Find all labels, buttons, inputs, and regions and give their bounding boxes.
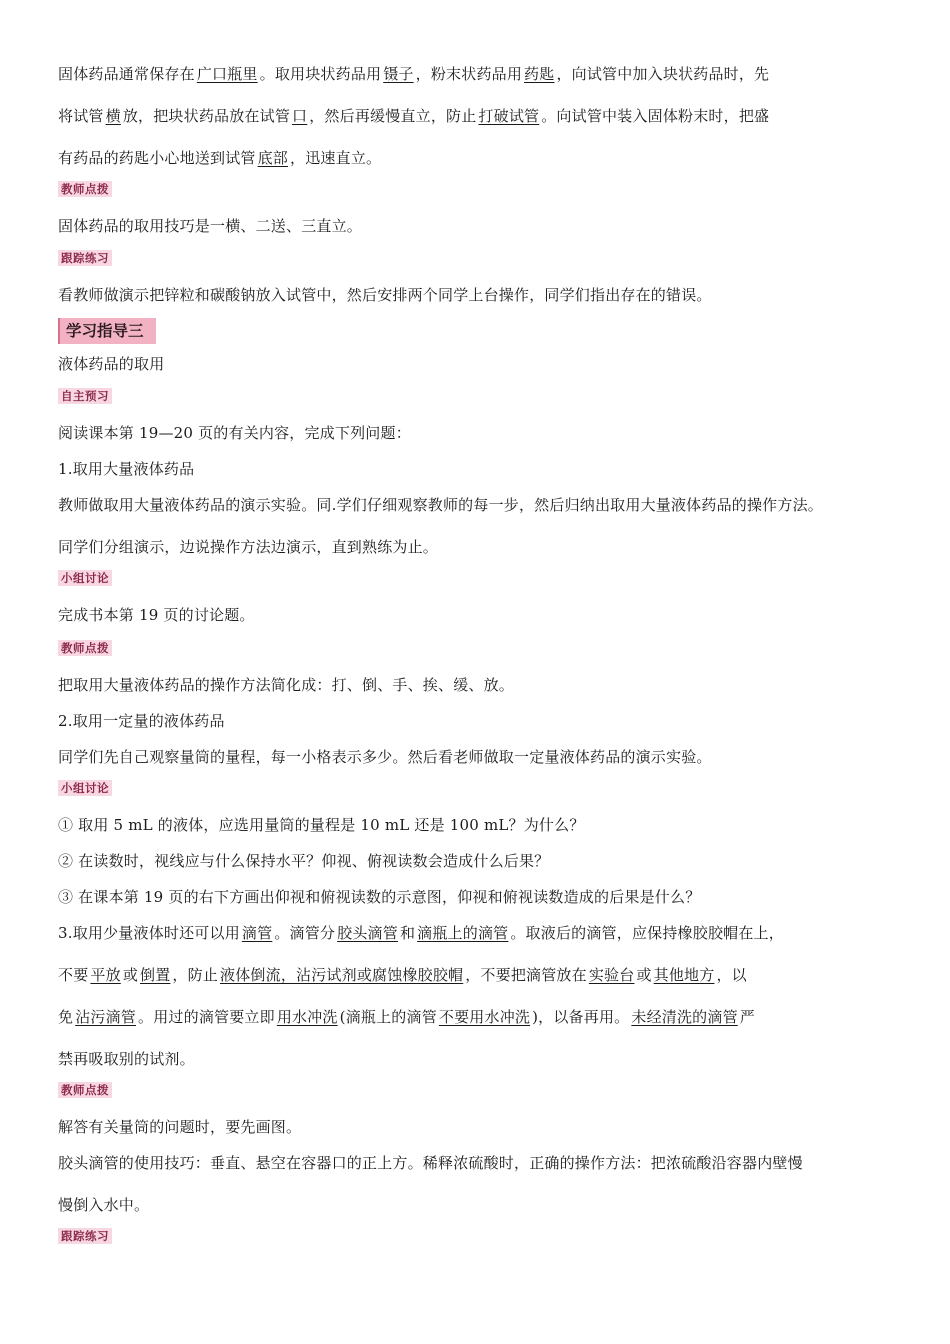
follow-practice-label: 跟踪练习 bbox=[58, 1228, 112, 1244]
text: 将试管 bbox=[58, 107, 104, 125]
answer-blank: 实验台 bbox=[588, 966, 635, 984]
answer-blank: 滴瓶上的滴管 bbox=[417, 924, 509, 942]
text: 。滴管分 bbox=[274, 924, 336, 942]
text: 。取用块状药品用 bbox=[259, 65, 382, 83]
answer-blank: 滴管 bbox=[241, 924, 273, 942]
text: 或 bbox=[636, 966, 652, 984]
text: )，以备再用。 bbox=[532, 1008, 630, 1026]
text-line-21: 禁再吸取别的试剂。 bbox=[58, 1050, 195, 1068]
answer-blank: 镊子 bbox=[383, 65, 414, 83]
text-line-19 bbox=[58, 965, 747, 985]
text: 放，把块状药品放在试管 bbox=[122, 107, 291, 125]
answer-blank: 平放 bbox=[90, 966, 121, 984]
text-line-23: 胶头滴管的使用技巧：垂直、悬空在容器口的正上方。稀释浓硫酸时，正确的操作方法：把浓硫酸沿容器内壁慢 bbox=[58, 1154, 803, 1172]
text: 免 bbox=[58, 1008, 74, 1026]
text-line-1 bbox=[58, 64, 769, 84]
text-line-10: 同学们分组演示，边说操作方法边演示，直到熟练为止。 bbox=[58, 538, 439, 556]
text: ，向试管中加入块状药品时，先 bbox=[556, 65, 770, 83]
text-line-5: 看教师做演示把锌粒和碳酸钠放入试管中，然后安排两个同学上台操作，同学们指出存在的错误。 bbox=[58, 286, 712, 304]
text-line-4: 固体药品的取用技巧是一横、二送、三直立。 bbox=[58, 217, 363, 235]
answer-blank: 广口瓶里 bbox=[196, 65, 258, 83]
answer-blank: 沾污滴管 bbox=[75, 1008, 137, 1026]
question-1: ① 取用 5 mL 的液体，应选用量筒的量程是 10 mL 还是 100 mL？为什么？ bbox=[58, 816, 585, 834]
answer-blank: 用水冲洗 bbox=[276, 1008, 338, 1026]
text-line-14: 同学们先自己观察量筒的量程，每一小格表示多少。然后看老师做取一定量液体药品的演示实验。 bbox=[58, 748, 712, 766]
text: 不要 bbox=[58, 966, 89, 984]
answer-blank: 打破试管 bbox=[478, 107, 540, 125]
section-subtitle: 液体药品的取用 bbox=[58, 355, 165, 373]
answer-blank: 倒置 bbox=[140, 966, 171, 984]
self-preview-label: 自主预习 bbox=[58, 388, 112, 404]
text: ，以 bbox=[716, 966, 747, 984]
text: ，不要把滴管放在 bbox=[465, 966, 587, 984]
answer-blank: 胶头滴管 bbox=[337, 924, 398, 942]
text: 3.取用少量液体时还可以用 bbox=[58, 924, 240, 942]
answer-blank: 不要用水冲洗 bbox=[438, 1008, 531, 1026]
text-line-2 bbox=[58, 106, 769, 126]
text-line-18 bbox=[58, 923, 784, 943]
answer-blank: 药匙 bbox=[524, 65, 555, 83]
answer-blank: 横 bbox=[105, 107, 121, 125]
answer-blank: 口 bbox=[292, 107, 308, 125]
follow-practice-label: 跟踪练习 bbox=[58, 250, 112, 266]
teacher-tip-label: 教师点拨 bbox=[58, 640, 112, 656]
text-line-22: 解答有关量筒的问题时，要先画图。 bbox=[58, 1118, 302, 1136]
text: ，防止 bbox=[172, 966, 219, 984]
group-discussion-label: 小组讨论 bbox=[58, 570, 112, 586]
text-line-8: 1.取用大量液体药品 bbox=[58, 460, 195, 478]
answer-blank: 其他地方 bbox=[653, 966, 715, 984]
text-line-11: 完成书本第 19 页的讨论题。 bbox=[58, 606, 255, 624]
answer-blank: 底部 bbox=[257, 149, 289, 167]
text: 严 bbox=[739, 1008, 755, 1026]
text-line-12: 把取用大量液体药品的操作方法简化成：打、倒、手、挨、缓、放。 bbox=[58, 676, 515, 694]
text: 和 bbox=[399, 924, 416, 942]
answer-blank: 未经清洗的滴管 bbox=[631, 1008, 738, 1026]
text-line-3 bbox=[58, 148, 381, 168]
text: 。用过的滴管要立即 bbox=[138, 1008, 275, 1026]
group-discussion-label: 小组讨论 bbox=[58, 780, 112, 796]
text: ，迅速直立。 bbox=[290, 149, 382, 167]
text-line-7: 阅读课本第 19—20 页的有关内容，完成下列问题： bbox=[58, 424, 411, 442]
text: 。取液后的滴管，应保持橡胶胶帽在上， bbox=[510, 924, 784, 942]
text: (滴瓶上的滴管 bbox=[339, 1008, 437, 1026]
question-3: ③ 在课本第 19 页的右下方画出仰视和俯视读数的示意图，仰视和俯视读数造成的后果是什么？ bbox=[58, 888, 701, 906]
answer-blank: 液体倒流，沾污试剂或腐蚀橡胶胶帽 bbox=[220, 966, 464, 984]
question-2: ② 在读数时，视线应与什么保持水平？仰视、俯视读数会造成什么后果？ bbox=[58, 852, 550, 870]
text-line-24: 慢倒入水中。 bbox=[58, 1196, 150, 1214]
text: ，然后再缓慢直立，防止 bbox=[309, 107, 477, 125]
text: 。向试管中装入固体粉末时，把盛 bbox=[541, 107, 770, 125]
text: 有药品的药匙小心地送到试管 bbox=[58, 149, 256, 167]
teacher-tip-label: 教师点拨 bbox=[58, 1082, 112, 1098]
text-line-9: 教师做取用大量液体药品的演示实验。同.学们仔细观察教师的每一步，然后归纳出取用大量液体药品的操作方法。 bbox=[58, 496, 823, 514]
text: ，粉末状药品用 bbox=[415, 65, 523, 83]
text: 或 bbox=[122, 966, 139, 984]
teacher-tip-label: 教师点拨 bbox=[58, 181, 112, 197]
section-banner: 学习指导三 bbox=[58, 318, 156, 344]
text: 固体药品通常保存在 bbox=[58, 65, 195, 83]
text-line-20 bbox=[58, 1007, 755, 1027]
text-line-13: 2.取用一定量的液体药品 bbox=[58, 712, 225, 730]
